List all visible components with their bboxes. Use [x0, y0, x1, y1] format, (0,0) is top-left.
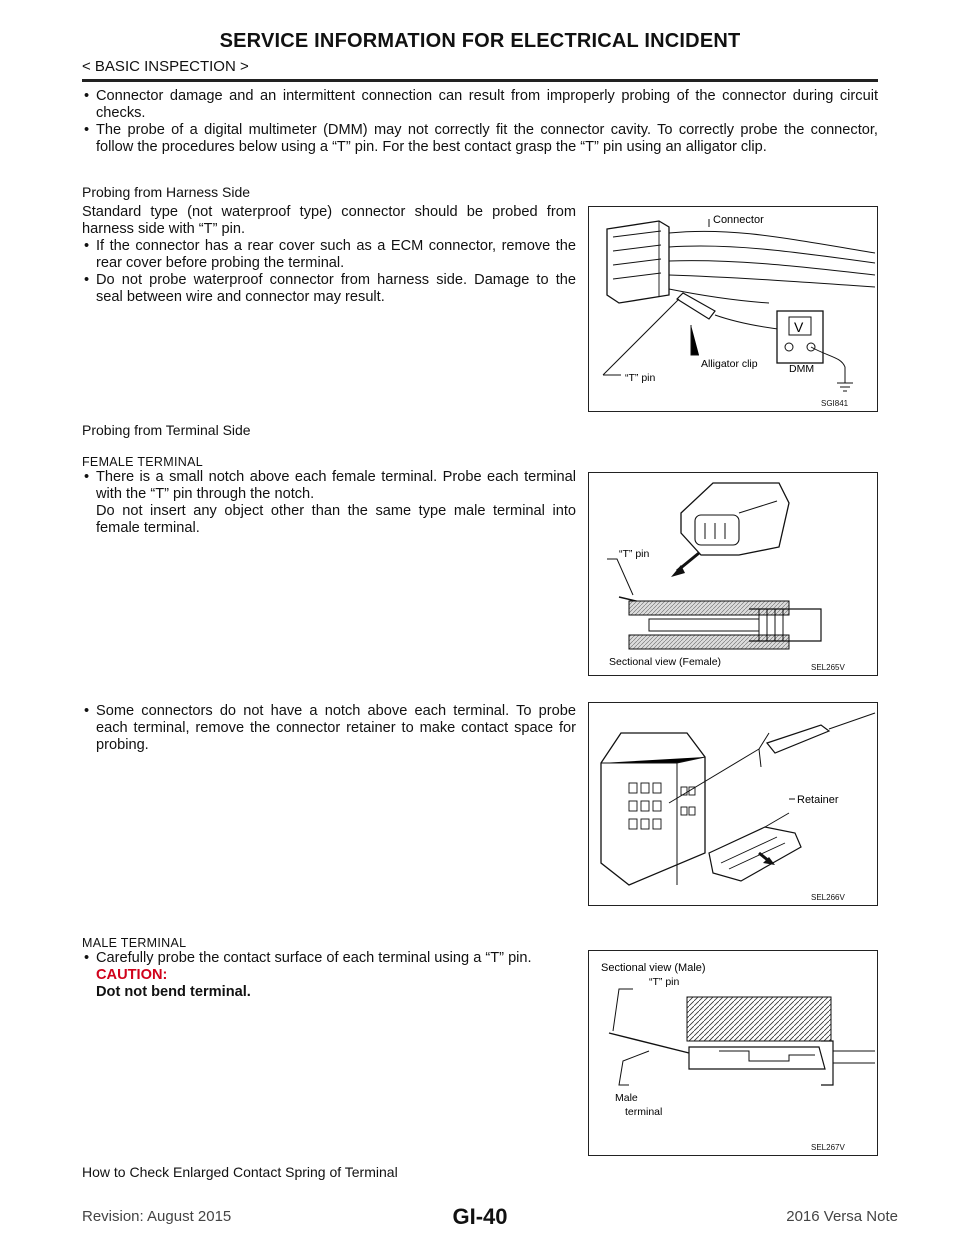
female-terminal-heading: FEMALE TERMINAL — [82, 455, 203, 469]
label-t-pin: “T” pin — [619, 548, 650, 560]
female-terminal-block — [82, 469, 576, 537]
intro-bullet-1: • Connector damage and an intermittent connection can result from improperly probing of the connector during circuit checks. — [82, 88, 878, 122]
figure-code: SEL265V — [811, 663, 845, 672]
label-v: V — [794, 319, 804, 335]
label-retainer: Retainer — [797, 794, 839, 806]
male-terminal-heading: MALE TERMINAL — [82, 936, 187, 950]
figure-code: SGI841 — [821, 399, 849, 408]
label-sectional-view: Sectional view (Male) — [601, 962, 706, 974]
label-male: Male — [615, 1092, 638, 1104]
header-rule — [82, 79, 878, 82]
male-bullet-1: • Carefully probe the contact surface of each terminal using a “T” pin. — [82, 950, 576, 967]
caution-text: Dot not bend terminal. — [96, 984, 251, 1000]
label-t-pin: “T” pin — [625, 372, 656, 384]
label-alligator-clip: Alligator clip — [701, 358, 758, 370]
female-terminal-block-2 — [82, 703, 576, 754]
footer-revision: Revision: August 2015 — [82, 1208, 232, 1225]
retainer-illustration — [589, 703, 877, 905]
harness-side-bullet-1: • If the connector has a rear cover such as a ECM connector, remove the rear cover before probing the terminal. — [82, 238, 576, 272]
label-dmm: DMM — [789, 363, 815, 375]
page-title: SERVICE INFORMATION FOR ELECTRICAL INCIDENT — [219, 30, 741, 52]
harness-side-para: Standard type (not waterproof type) connector should be probed from harness side with “T” pin. — [82, 204, 576, 237]
section-breadcrumb: < BASIC INSPECTION > — [82, 58, 249, 75]
harness-side-heading: Probing from Harness Side — [82, 184, 251, 200]
page-number: GI-40 — [452, 1204, 508, 1229]
harness-side-bullet-2: • Do not probe waterproof connector from harness side. Damage to the seal between wire and connector may result. — [82, 272, 576, 306]
female-bullet-2: • Some connectors do not have a notch above each terminal. To probe each terminal, remove the connector retainer to make contact space for probing. — [82, 703, 576, 754]
female-section-illustration — [589, 473, 877, 675]
female-bullet-1: • There is a small notch above each female terminal. Probe each terminal with the “T” pin through the notch. — [82, 469, 576, 503]
figure-male-section — [588, 950, 878, 1156]
female-note: Do not insert any object other than the same type male terminal into female terminal. — [96, 503, 576, 536]
caution-label: CAUTION: — [96, 967, 168, 983]
harness-probing-illustration — [589, 207, 877, 411]
harness-side-block — [82, 204, 576, 306]
footer-model: 2016 Versa Note — [786, 1208, 898, 1225]
male-terminal-block — [82, 950, 576, 1001]
label-t-pin: “T” pin — [649, 976, 680, 988]
intro-block — [82, 88, 878, 156]
figure-retainer — [588, 702, 878, 906]
label-sectional-view: Sectional view (Female) — [609, 656, 722, 668]
label-connector: Connector — [713, 214, 764, 226]
figure-code: SEL266V — [811, 893, 845, 902]
terminal-side-heading: Probing from Terminal Side — [82, 422, 251, 438]
enlarged-spring-heading: How to Check Enlarged Contact Spring of Terminal — [82, 1164, 398, 1180]
intro-bullet-2: • The probe of a digital multimeter (DMM) may not correctly fit the connector cavity. To correctly probe the connector, follow the procedures below using a “T” pin. For the best contact grasp the “T” pin using an alligator clip. — [82, 122, 878, 156]
figure-code: SEL267V — [811, 1143, 845, 1152]
figure-female-section — [588, 472, 878, 676]
label-terminal: terminal — [625, 1106, 663, 1118]
figure-harness-probing — [588, 206, 878, 412]
male-section-illustration — [589, 951, 877, 1155]
